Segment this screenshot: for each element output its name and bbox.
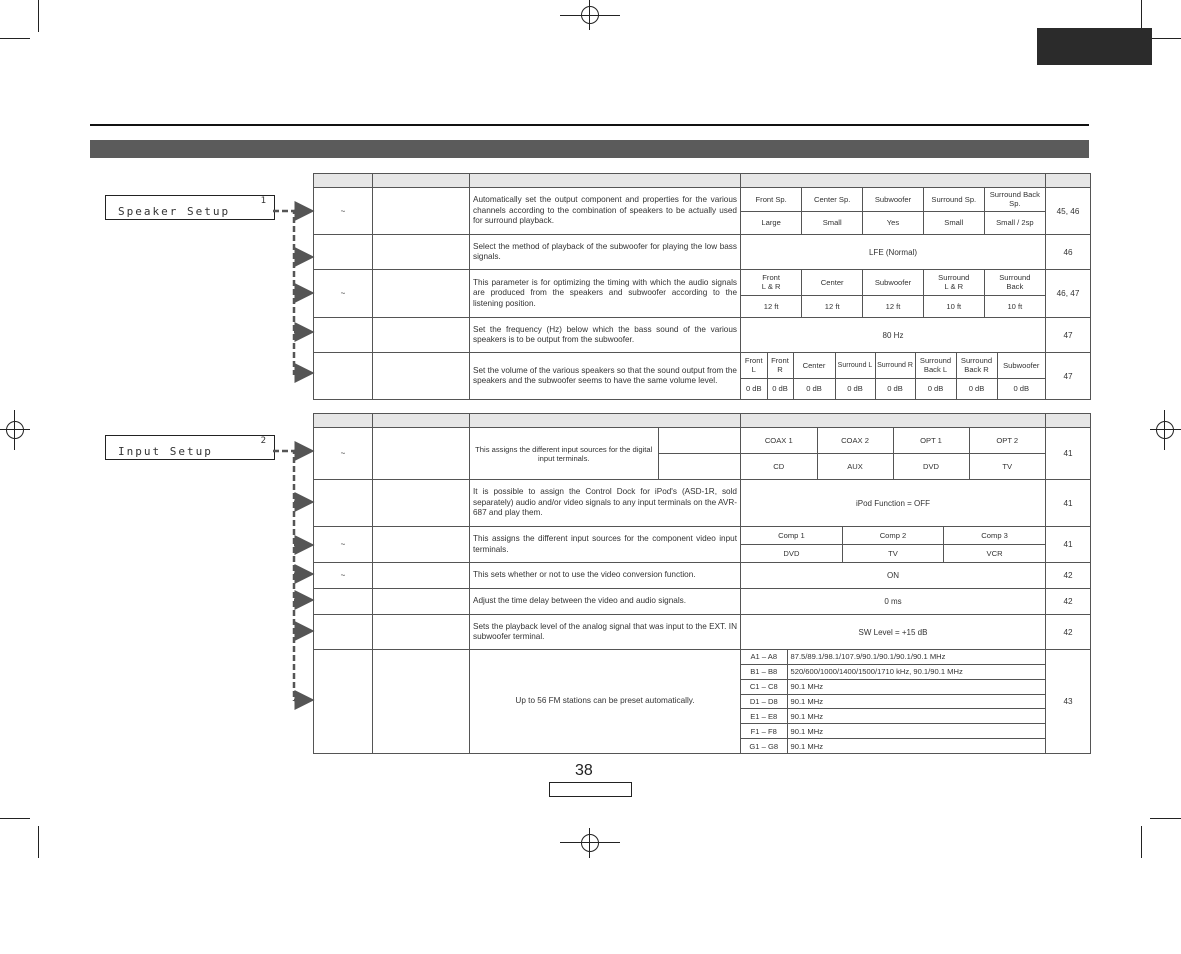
header-cell: COAX 2 [817,428,893,454]
row-mark: ~ [314,563,373,589]
page-reference: 46, 47 [1046,270,1091,318]
row-description: Automatically set the output component and properties for the various channels according to the combination of speakers to be actually used for surround playback. [470,188,741,235]
row-description: This parameter is for optimizing the timing with which the audio signals are produced from the speakers and subwoofer according to the listening position. [470,270,741,318]
table-row [314,235,1091,270]
value-cell: VCR [986,549,1003,558]
preset-defaults [741,650,1046,754]
preset-value: 90.1 MHz [790,741,823,751]
page-reference: 43 [1046,650,1091,754]
page-reference: 42 [1046,615,1091,650]
input-setup-index: 2 [260,436,268,446]
default-value: LFE (Normal) [741,235,1046,270]
row-mark [314,353,373,400]
page-reference: 42 [1046,563,1091,589]
page-reference: 42 [1046,589,1091,615]
crop-mark [1141,826,1142,858]
value-cell: TV [1002,462,1013,471]
header-cell: Surround Back Sp. [984,188,1045,211]
value-cell: 10 ft [923,295,984,317]
value-cell: 0 dB [793,378,835,399]
page-reference: 45, 46 [1046,188,1091,235]
row-description: Set the volume of the various speakers so that the sound output from the speakers and the subwoofer seems to have the same volume level. [470,353,741,400]
digital-input-defaults [741,428,1046,480]
row-mark: ~ [314,428,373,480]
default-value: SW Level = +15 dB [741,615,1046,650]
header-cell: Surround Back [984,270,1045,295]
header-cell: Front R [767,353,793,378]
table-row [314,615,1091,650]
row-item [373,650,470,754]
value-cell: 0 dB [915,378,956,399]
value-cell: 0 dB [835,378,875,399]
header-cell: COAX 1 [741,428,817,454]
preset-value: 520/600/1000/1400/1500/1710 kHz, 90.1/90.1 MHz [787,664,1045,679]
default-value: iPod Function = OFF [741,480,1046,527]
header-cell: Comp 3 [944,527,1045,545]
row-mark [314,235,373,270]
table-row [314,563,1091,589]
table-row [314,318,1091,353]
preset-block: C1 – C8 [741,679,787,694]
header-rule [90,124,1089,126]
table-row [314,650,1091,754]
value-cell: 0 dB [767,378,793,399]
row-description: Up to 56 FM stations can be preset automatically. [470,650,741,754]
header-cell: Comp 2 [842,527,943,545]
value-cell: 0 dB [741,378,767,399]
value-cell: Yes [863,211,924,234]
header-cell: Surround Back R [956,353,997,378]
page-reference: 41 [1046,428,1091,480]
speaker-config-defaults [741,188,1046,235]
crop-mark [1150,818,1181,819]
default-value: 0 ms [741,589,1046,615]
row-mark [314,650,373,754]
row-description: Sets the playback level of the analog signal that was input to the EXT. IN subwoofer terminal. [470,615,741,650]
header-cell: Surround L [835,353,875,378]
page-reference: 41 [1046,480,1091,527]
table-row [314,353,1091,400]
preset-value: 87.5/89.1/98.1/107.9/90.1/90.1/90.1/90.1 MHz [787,650,1045,664]
header-cell: Center [793,353,835,378]
input-setup-label: Input Setup [118,445,213,458]
header-cell: Front L & R [741,270,802,295]
speaker-setup-label: Speaker Setup [118,205,231,218]
distance-defaults [741,270,1046,318]
row-description: This assigns the different input sources for the digital input terminals. [470,428,658,479]
row-item [373,563,470,589]
preset-value: 90.1 MHz [787,694,1045,709]
preset-value: 90.1 MHz [787,709,1045,724]
speaker-setup-display [105,195,275,220]
row-description: Select the method of playback of the subwoofer for playing the low bass signals. [470,235,741,270]
level-defaults [741,353,1046,400]
crop-mark [38,0,39,32]
table-row [314,480,1091,527]
row-mark: ~ [314,188,373,235]
header-cell: Subwoofer [863,270,924,295]
header-cell: Surround R [875,353,915,378]
preset-block: G1 – G8 [741,739,787,753]
row-description: It is possible to assign the Control Dock for iPod's (ASD-1R, sold separately) audio and/or video signals to any input terminals on the AVR-687 and play them. [470,480,741,527]
value-cell: 12 ft [863,295,924,317]
header-cell: Comp 1 [741,527,842,545]
row-item [373,353,470,400]
value-cell: CD [741,454,817,480]
header-cell: Front L [741,353,767,378]
value-cell: 10 ft [1007,301,1023,311]
section-band [90,140,1089,158]
row-item [373,270,470,318]
row-mark: ~ [314,270,373,318]
table-row [314,188,1091,235]
row-description: Set the frequency (Hz) below which the bass sound of the various speakers is to be output from the subwoofer. [470,318,741,353]
row-mark [314,318,373,353]
crop-mark [0,818,30,819]
value-cell: 12 ft [741,295,802,317]
page-reference: 41 [1046,527,1091,563]
value-cell: Small [802,211,863,234]
row-item [373,480,470,527]
row-description: This assigns the different input sources for the component video input terminals. [470,527,741,563]
table-row [314,527,1091,563]
value-cell: 0 dB [1013,384,1030,394]
row-mark [314,480,373,527]
crop-mark [0,38,30,39]
component-input-defaults [741,527,1046,563]
row-mark: ~ [314,527,373,563]
header-cell: Subwoofer [997,353,1045,378]
value-cell: 0 dB [956,378,997,399]
table-row [314,589,1091,615]
row-item [373,428,470,480]
header-cell: Surround Sp. [923,188,984,211]
row-item [373,589,470,615]
page-footer-box [549,782,632,797]
row-mark [314,615,373,650]
value-cell: DVD [893,454,969,480]
row-item [373,188,470,235]
speaker-setup-table [313,173,1091,400]
page-reference: 47 [1046,353,1091,400]
section-tab-block [1037,28,1152,65]
table-row [314,270,1091,318]
preset-value: 90.1 MHz [787,679,1045,694]
header-cell: Surround L & R [923,270,984,295]
value-cell: AUX [817,454,893,480]
value-cell: Large [741,211,802,234]
header-cell: Subwoofer [863,188,924,211]
row-description: Adjust the time delay between the video and audio signals. [470,589,741,615]
crop-mark [1150,38,1181,39]
row-item [373,615,470,650]
value-cell: 12 ft [802,295,863,317]
speaker-setup-index: 1 [260,196,268,206]
default-value: ON [741,563,1046,589]
header-cell: Center [802,270,863,295]
page-reference: 46 [1046,235,1091,270]
preset-value: 90.1 MHz [787,724,1045,739]
header-cell: OPT 1 [893,428,969,454]
preset-block: D1 – D8 [741,694,787,709]
input-setup-display [105,435,275,460]
header-cell: Front Sp. [741,188,802,211]
header-cell: OPT 2 [969,428,1045,454]
row-item [373,235,470,270]
value-cell: TV [842,545,943,563]
preset-block: B1 – B8 [741,664,787,679]
value-cell: DVD [741,545,842,563]
digital-input-description [470,428,741,480]
row-mark [314,589,373,615]
row-item [373,318,470,353]
page-number: 38 [575,762,593,779]
crop-mark [38,826,39,858]
preset-block: A1 – A8 [741,650,787,664]
row-description: This sets whether or not to use the video conversion function. [470,563,741,589]
input-setup-table [313,413,1091,754]
value-cell: Small / 2sp [996,218,1034,228]
row-item [373,527,470,563]
table-row [314,428,1091,480]
preset-block: F1 – F8 [741,724,787,739]
page-reference: 47 [1046,318,1091,353]
default-value: 80 Hz [741,318,1046,353]
header-cell: Center Sp. [802,188,863,211]
header-cell: Surround Back L [915,353,956,378]
value-cell: Small [923,211,984,234]
preset-block: E1 – E8 [741,709,787,724]
value-cell: 0 dB [875,378,915,399]
